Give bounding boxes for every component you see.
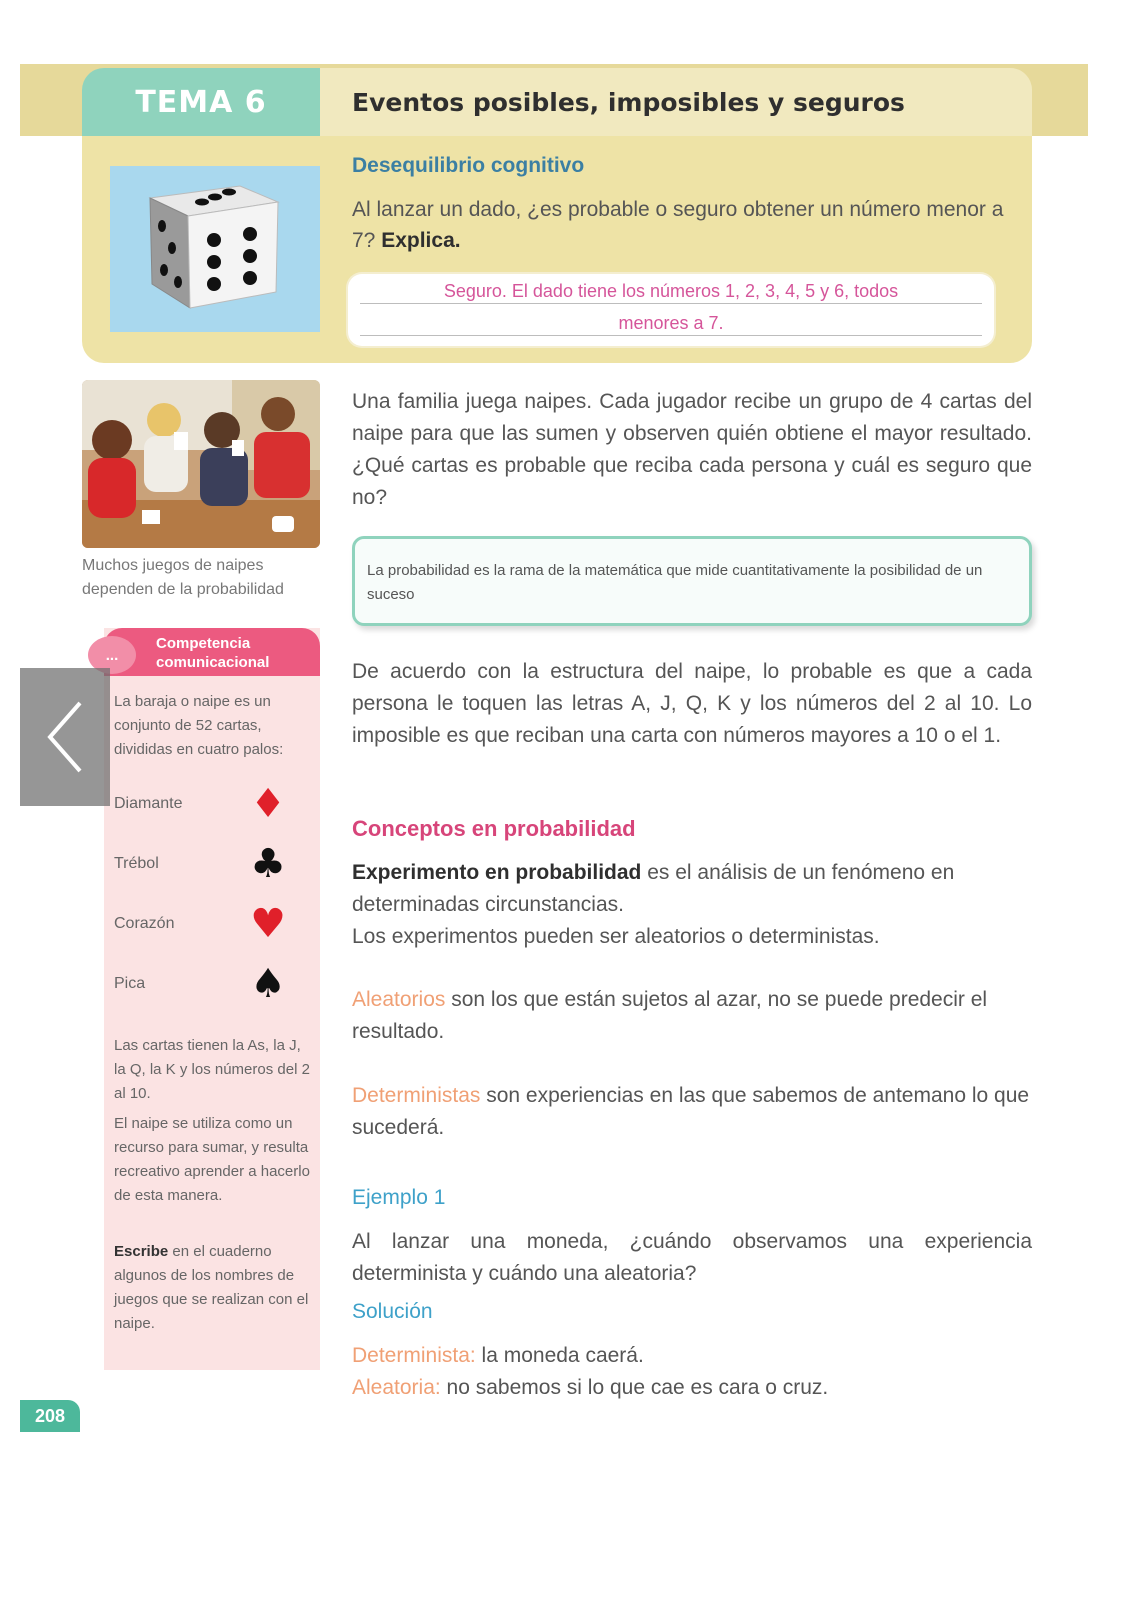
sidebar-intro: La baraja o naipe es un conjunto de 52 cartas, divididas en cuatro palos: <box>114 693 284 758</box>
club-icon: ♣ <box>250 841 286 887</box>
question-text: Al lanzar un dado, ¿es probable o seguro obtener un número menor a 7? <box>352 198 1004 252</box>
suit-label-corazon: Corazón <box>114 915 175 932</box>
example-question: Al lanzar una moneda, ¿cuándo observamos una experiencia determinista y cuándo una aleatoria? <box>352 1230 1032 1285</box>
random-term: Aleatorios <box>352 988 446 1011</box>
sidebar-write-task <box>114 1240 314 1336</box>
cognitive-heading: Desequilibrio cognitivo <box>352 154 585 177</box>
header-card <box>82 68 1032 363</box>
page-number: 208 <box>20 1400 80 1432</box>
tema-label: TEMA 6 <box>82 68 320 136</box>
spade-icon: ♠ <box>250 961 286 1007</box>
experiment-types: Los experimentos pueden ser aleatorios o deterministas. <box>352 925 880 948</box>
family-playing-cards-image <box>82 380 320 548</box>
definition-text: La probabilidad es la rama de la matemática que mide cuantitativamente la posibilidad de un suceso <box>367 562 983 603</box>
solution-random-term: Aleatoria: <box>352 1376 441 1399</box>
definition-box <box>352 536 1032 626</box>
suit-label-trebol: Trébol <box>114 855 159 872</box>
sidebar-cards-text: Las cartas tienen la As, la J, la Q, la K y los números del 2 al 10. <box>114 1037 310 1102</box>
solution-determinist-term: Determinista: <box>352 1344 476 1367</box>
experiment-text: es el análisis de un fenómeno en determinadas circunstancias. <box>352 861 955 916</box>
answer-line-1: Seguro. El dado tiene los números 1, 2, 3, 4, 5 y 6, todos <box>443 281 899 301</box>
intro-paragraph: Una familia juega naipes. Cada jugador recibe un grupo de 4 cartas del naipe para que las sumen y observen quién obtiene el mayor resultado. ¿Qué cartas es probable que reciba cada persona y cuál es seguro que no? <box>352 390 1032 509</box>
previous-page-button[interactable] <box>20 668 110 806</box>
write-bold: Escribe <box>114 1243 169 1260</box>
sidebar-usage-text: El naipe se utiliza como un recurso para sumar, y resulta recreativo aprender a hacerlo de esta manera. <box>114 1115 310 1204</box>
page-title: Eventos posibles, imposibles y seguros <box>352 88 905 117</box>
solution-heading: Solución <box>352 1300 433 1323</box>
sidebar-title: Competencia comunicacional <box>156 635 270 671</box>
heart-icon: ♥ <box>250 901 286 947</box>
chevron-left-icon <box>40 697 90 777</box>
determinist-definition <box>352 1080 1032 1144</box>
example-heading: Ejemplo 1 <box>352 1186 446 1209</box>
determinist-term: Deterministas <box>352 1084 481 1107</box>
speech-bubble-icon: ... <box>88 636 136 674</box>
solution-determinist <box>352 1340 1032 1372</box>
concepts-heading: Conceptos en probabilidad <box>352 816 636 841</box>
solution-random <box>352 1372 1032 1404</box>
question-emphasis: Explica. <box>381 229 461 252</box>
diamond-icon: ♦ <box>250 781 286 827</box>
structure-paragraph: De acuerdo con la estructura del naipe, lo probable es que a cada persona le toquen las letras A, J, Q, K y los números del 2 al 10. Lo imposible es que reciban una carta con números mayores a 10 o el 1. <box>352 660 1032 747</box>
experiment-term: Experimento en probabilidad <box>352 861 642 884</box>
photo-caption: Muchos juegos de naipes dependen de la probabilidad <box>82 557 284 598</box>
answer-box <box>348 274 994 346</box>
random-text: son los que están sujetos al azar, no se puede predecir el resultado. <box>352 988 988 1043</box>
solution-determinist-text: la moneda caerá. <box>475 1344 644 1367</box>
family-cards-photo <box>82 380 320 548</box>
cognitive-question <box>352 194 1012 256</box>
solution-random-text: no sabemos si lo que cae es cara o cruz. <box>440 1376 829 1399</box>
suit-label-diamante: Diamante <box>114 795 183 812</box>
determinist-text: son experiencias en las que sabemos de antemano lo que sucederá. <box>352 1084 1030 1139</box>
random-definition <box>352 984 1032 1048</box>
write-text: en el cuaderno algunos de los nombres de juegos que se realizan con el naipe. <box>114 1243 309 1332</box>
dice-icon <box>110 166 320 332</box>
suit-label-pica: Pica <box>114 975 146 992</box>
answer-line-2: menores a 7. <box>618 313 724 333</box>
dice-illustration <box>110 166 320 332</box>
experiment-definition <box>352 857 1032 921</box>
